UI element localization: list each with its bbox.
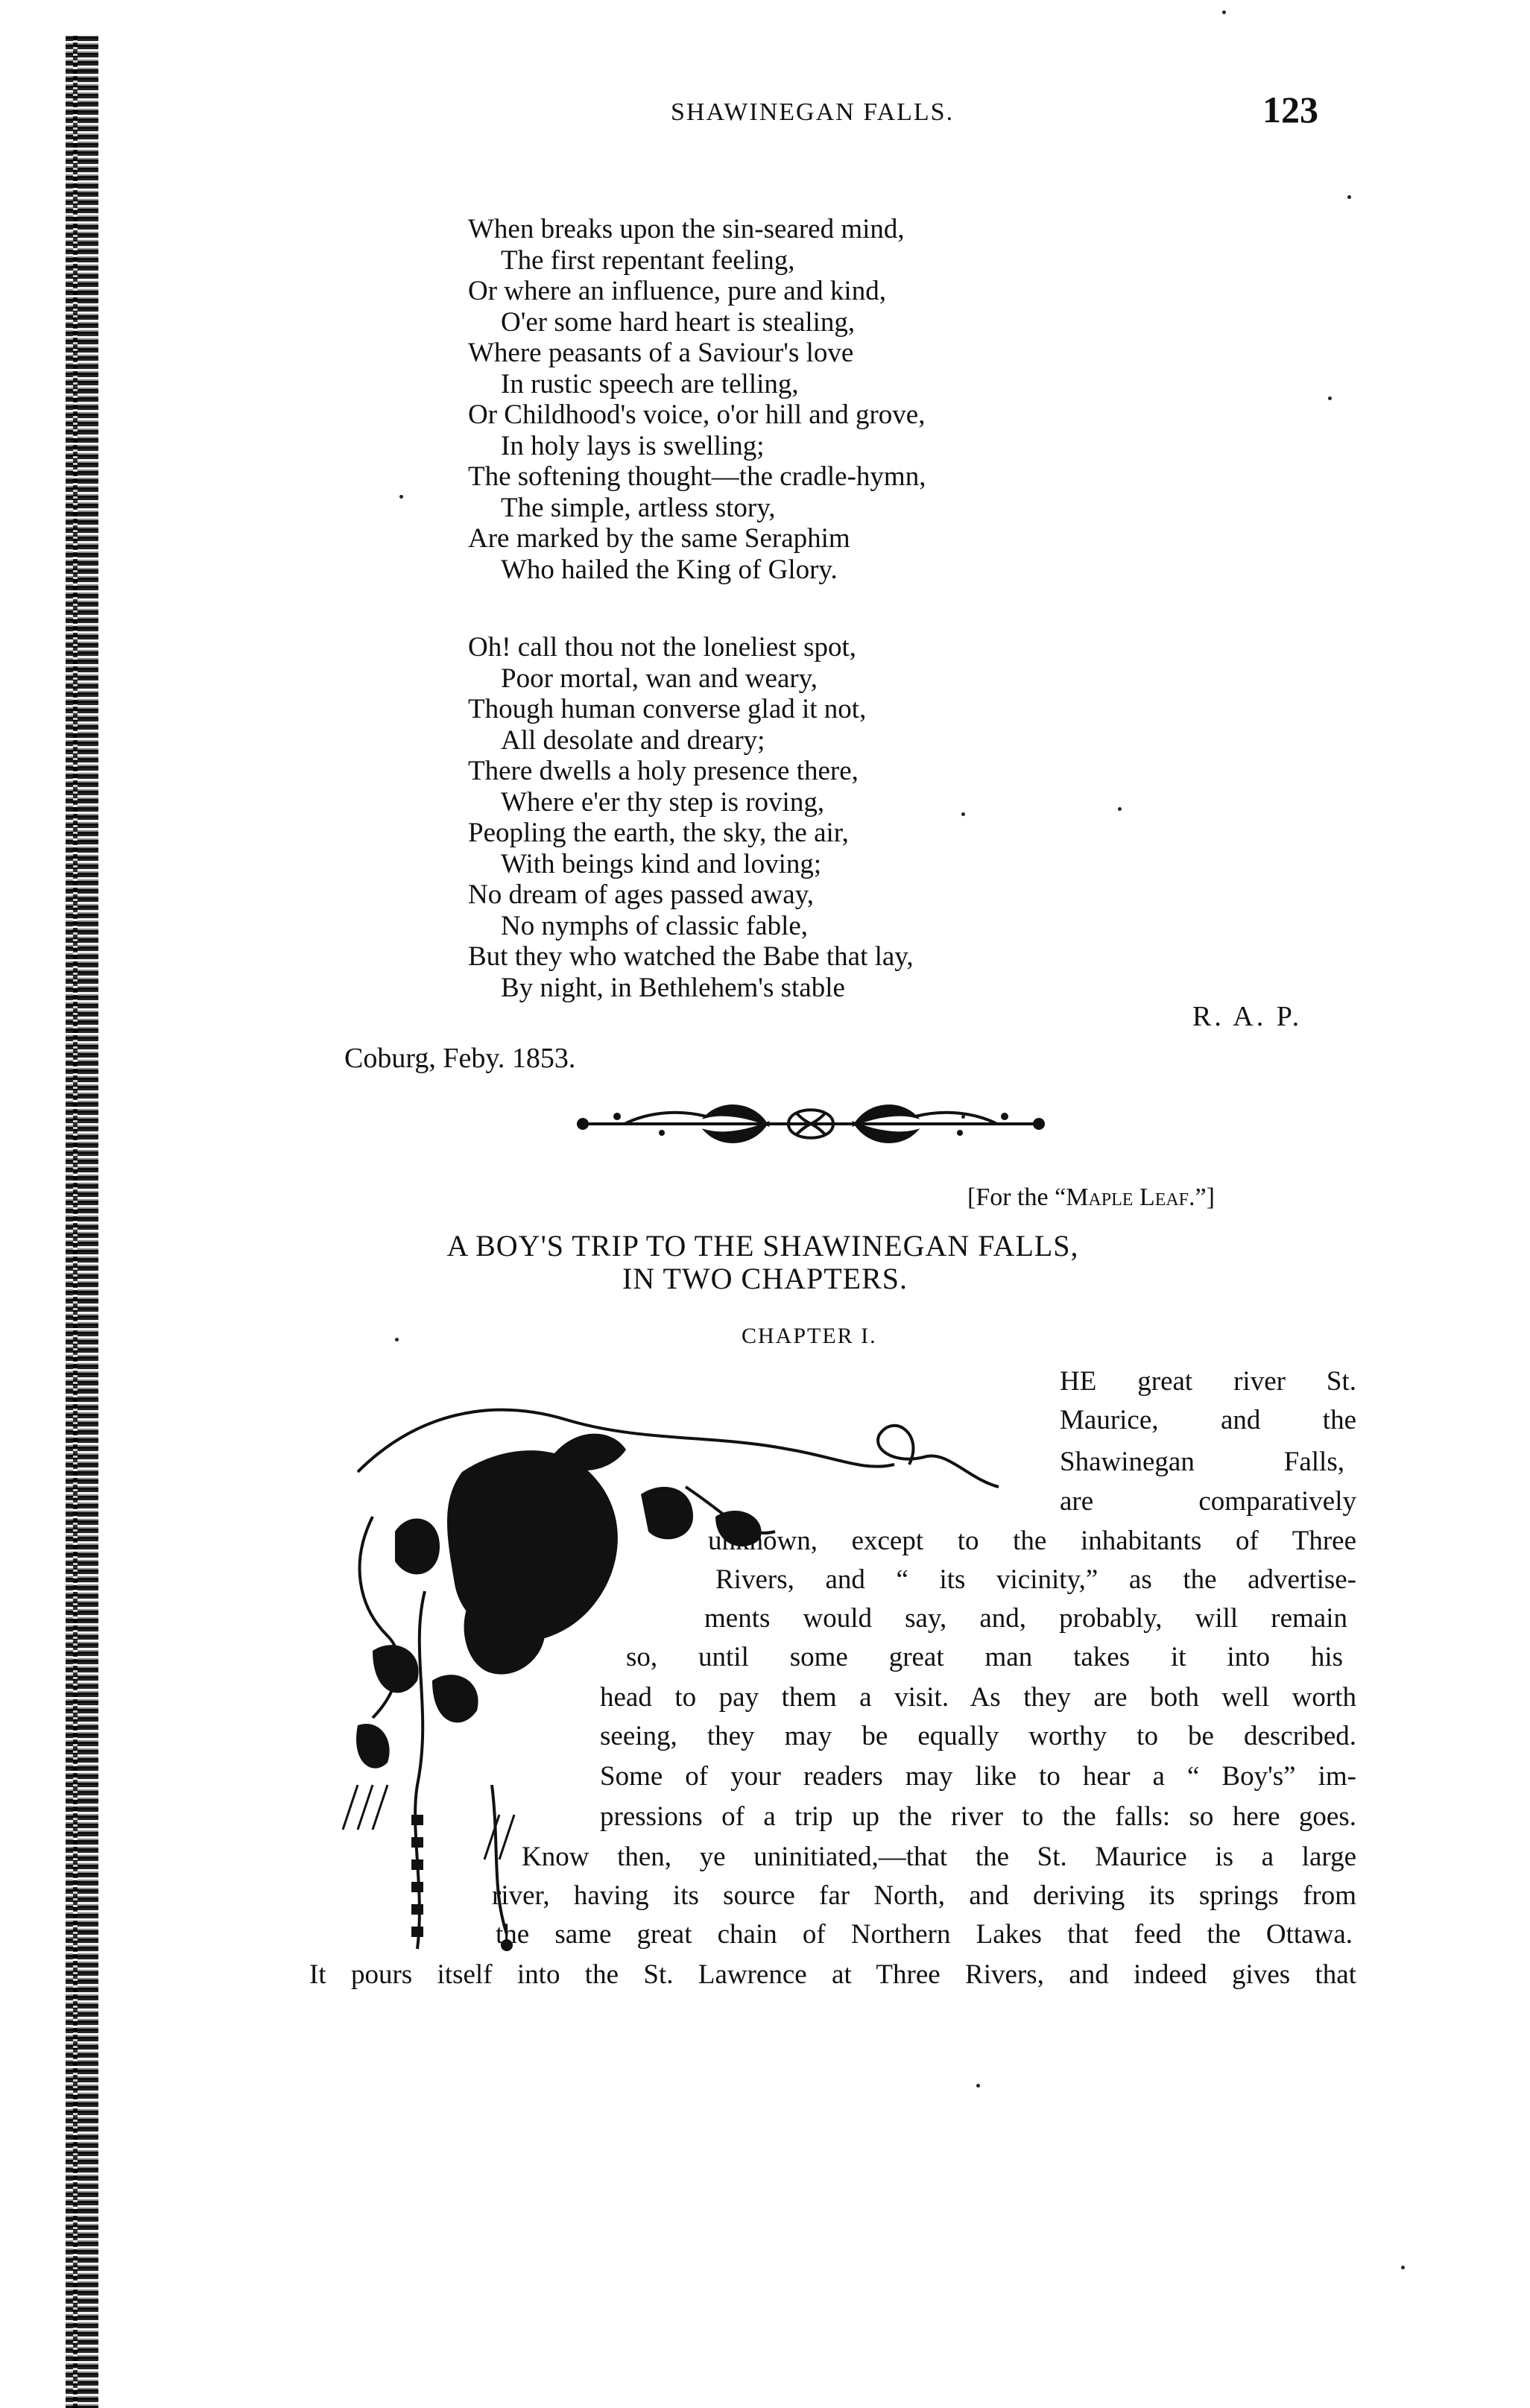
article-line: so, until some great man takes it into his [626, 1642, 1343, 1672]
article-line: Some of your readers may like to hear a “ Boy's” im- [600, 1761, 1356, 1792]
article-line: Maurice, and the [1060, 1405, 1356, 1435]
running-title: SHAWINEGAN FALLS. [671, 98, 955, 126]
poem-stanza-1 [468, 214, 926, 585]
poem-line: Are marked by the same Seraphim [468, 523, 850, 554]
chapter-heading: CHAPTER I. [742, 1324, 877, 1348]
section-divider-ornament [572, 1094, 1049, 1154]
source-prefix: [For the “ [967, 1184, 1066, 1211]
article-line: ments would say, and, probably, will remain [704, 1603, 1347, 1634]
dateline: Coburg, Feby. 1853. [344, 1043, 576, 1074]
author-initials: R. A. P. [1192, 1001, 1303, 1032]
poem-line: The first repentant feeling, [501, 244, 795, 276]
poem-line: Or Childhood's voice, o'or hill and grove, [468, 399, 926, 430]
article-line: head to pay them a visit. As they are both well worth [600, 1682, 1356, 1713]
poem-line: Poor mortal, wan and weary, [501, 663, 818, 694]
book-spine-edge [66, 36, 98, 2408]
article-line: seeing, they may be equally worthy to be described. [600, 1721, 1356, 1751]
article-line: the same great chain of Northern Lakes that feed the Ottawa. [496, 1919, 1353, 1950]
poem-line: Oh! call thou not the loneliest spot, [468, 632, 856, 663]
poem-line: No dream of ages passed away, [468, 879, 815, 910]
article-title [0, 1230, 1530, 1295]
article-line: It pours itself into the St. Lawrence at Three Rivers, and indeed gives that [309, 1959, 1356, 1990]
poem-line: The softening thought—the cradle-hymn, [468, 461, 926, 492]
poem-line: Where peasants of a Saviour's love [468, 338, 854, 368]
poem-line: In holy lays is swelling; [501, 430, 765, 461]
poem-line: In rustic speech are telling, [501, 368, 799, 399]
article-line: Rivers, and “ its vicinity,” as the advertise- [715, 1564, 1356, 1595]
poem-line: With beings kind and loving; [501, 848, 822, 879]
poem-line: But they who watched the Babe that lay, [468, 941, 914, 972]
poem-line: Who hailed the King of Glory. [501, 554, 838, 585]
source-name: Maple Leaf [1066, 1184, 1189, 1211]
source-suffix: .”] [1189, 1184, 1215, 1211]
article-title-line-2: IN TWO CHAPTERS. [622, 1262, 908, 1295]
poem-line: The simple, artless story, [501, 492, 776, 523]
poem-line: There dwells a holy presence there, [468, 756, 859, 786]
poem-line: No nymphs of classic fable, [501, 910, 809, 941]
article-line: HE great river St. [1060, 1366, 1356, 1397]
article-line: Know then, ye uninitiated,—that the St. Maurice is a large [522, 1842, 1356, 1872]
article-line: are comparatively [1060, 1486, 1356, 1517]
article-line: pressions of a trip up the river to the falls: so here goes. [600, 1801, 1356, 1832]
source-note [967, 1184, 1215, 1212]
poem-line: By night, in Bethlehem's stable [501, 972, 845, 1003]
poem-line: All desolate and dreary; [501, 724, 765, 756]
poem-line: Where e'er thy step is roving, [501, 786, 825, 818]
poem-line: O'er some hard heart is stealing, [501, 306, 856, 338]
page-number: 123 [1262, 89, 1318, 130]
poem-line: Though human converse glad it not, [468, 694, 867, 724]
poem-stanza-2 [468, 632, 914, 1003]
poem-line: Peopling the earth, the sky, the air, [468, 818, 849, 848]
poem-line: Or where an influence, pure and kind, [468, 276, 886, 306]
article-line: unknown, except to the inhabitants of Three [708, 1526, 1356, 1556]
article-title-line-1: A BOY'S TRIP TO THE SHAWINEGAN FALLS, [446, 1229, 1079, 1263]
article-line: river, having its source far North, and deriving its springs from [492, 1880, 1356, 1911]
poem-line: When breaks upon the sin-seared mind, [468, 214, 905, 244]
article-line: Shawinegan Falls, [1060, 1447, 1344, 1477]
